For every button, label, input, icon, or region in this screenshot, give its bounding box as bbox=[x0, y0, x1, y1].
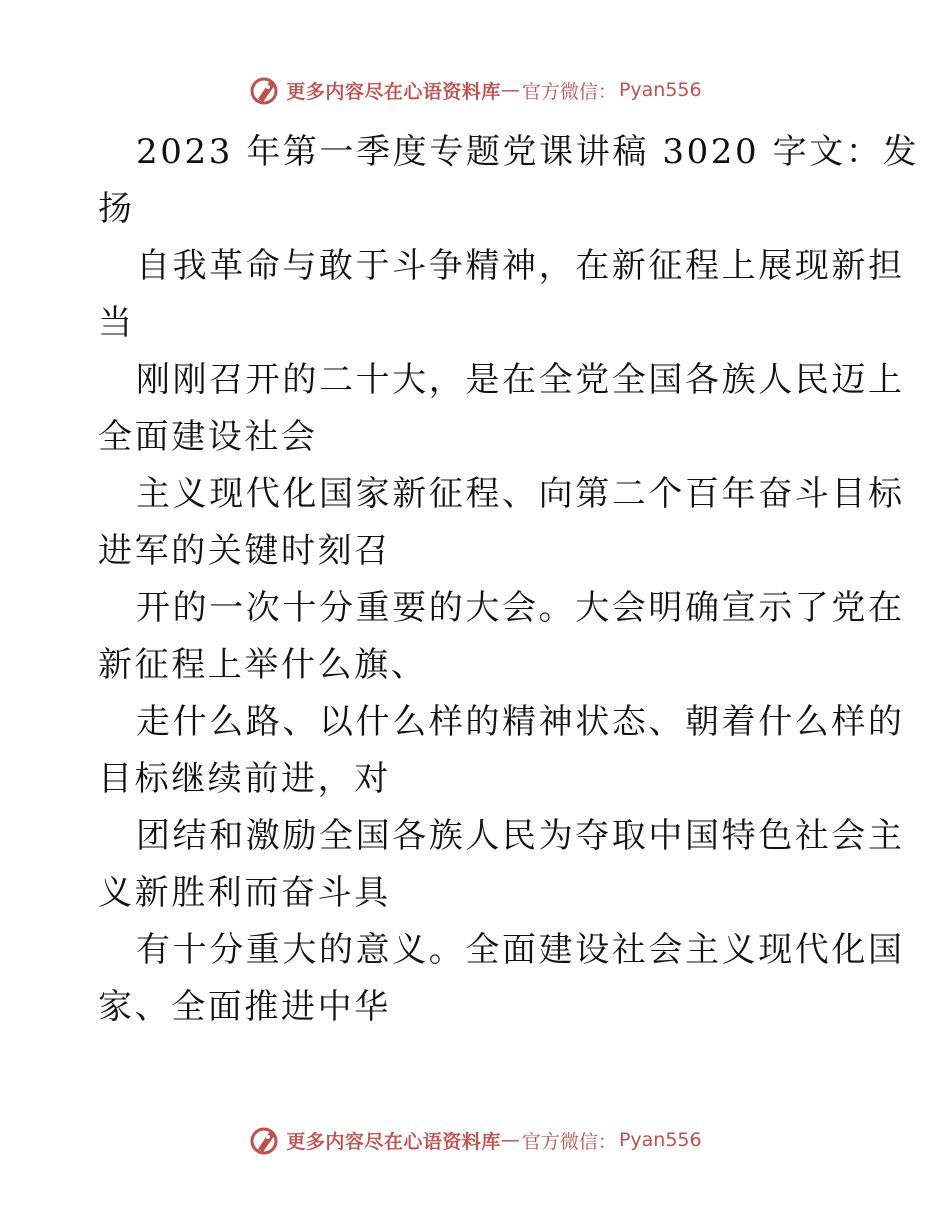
doc-line: 进军的关键时刻召 bbox=[98, 531, 391, 571]
wechat-id: Pyan556 bbox=[618, 79, 702, 101]
doc-line: 有十分重大的意义。全面建设社会主义现代化国 bbox=[136, 930, 905, 970]
fountain-pen-nib-icon bbox=[248, 1123, 282, 1157]
doc-line: 2023 年第一季度专题党课讲稿 3020 字文：发 bbox=[136, 132, 920, 172]
doc-line: 新征程上举什么旗、 bbox=[98, 645, 428, 685]
footer-banner bbox=[0, 1120, 950, 1160]
doc-line: 目标继续前进，对 bbox=[98, 759, 391, 799]
doc-line: 义新胜利而奋斗具 bbox=[98, 873, 391, 913]
doc-line: 自我革命与敢于斗争精神，在新征程上展现新担 bbox=[136, 246, 905, 286]
doc-line: 当 bbox=[98, 303, 135, 343]
doc-line: 团结和激励全国各族人民为夺取中国特色社会主 bbox=[136, 816, 905, 856]
promo-text: 更多内容尽在心语资料库 bbox=[286, 80, 501, 103]
doc-line: 家、全面推进中华 bbox=[98, 987, 391, 1027]
fountain-pen-nib-icon bbox=[248, 73, 282, 107]
doc-line: 刚刚召开的二十大，是在全党全国各族人民迈上 bbox=[136, 360, 905, 400]
official-wechat-label: 官方微信： bbox=[521, 1130, 617, 1153]
document-body bbox=[98, 124, 920, 1036]
doc-line: 全面建设社会 bbox=[98, 417, 318, 457]
promo-text: 更多内容尽在心语资料库 bbox=[286, 1130, 501, 1153]
separator: — bbox=[500, 79, 520, 101]
doc-line: 开的一次十分重要的大会。大会明确宣示了党在 bbox=[136, 588, 905, 628]
wechat-id: Pyan556 bbox=[618, 1129, 702, 1151]
doc-line: 扬 bbox=[98, 189, 135, 229]
header-banner bbox=[0, 70, 950, 110]
doc-line: 走什么路、以什么样的精神状态、朝着什么样的 bbox=[136, 702, 905, 742]
official-wechat-label: 官方微信： bbox=[521, 80, 617, 103]
separator: — bbox=[500, 1129, 520, 1151]
doc-line: 主义现代化国家新征程、向第二个百年奋斗目标 bbox=[136, 474, 905, 514]
